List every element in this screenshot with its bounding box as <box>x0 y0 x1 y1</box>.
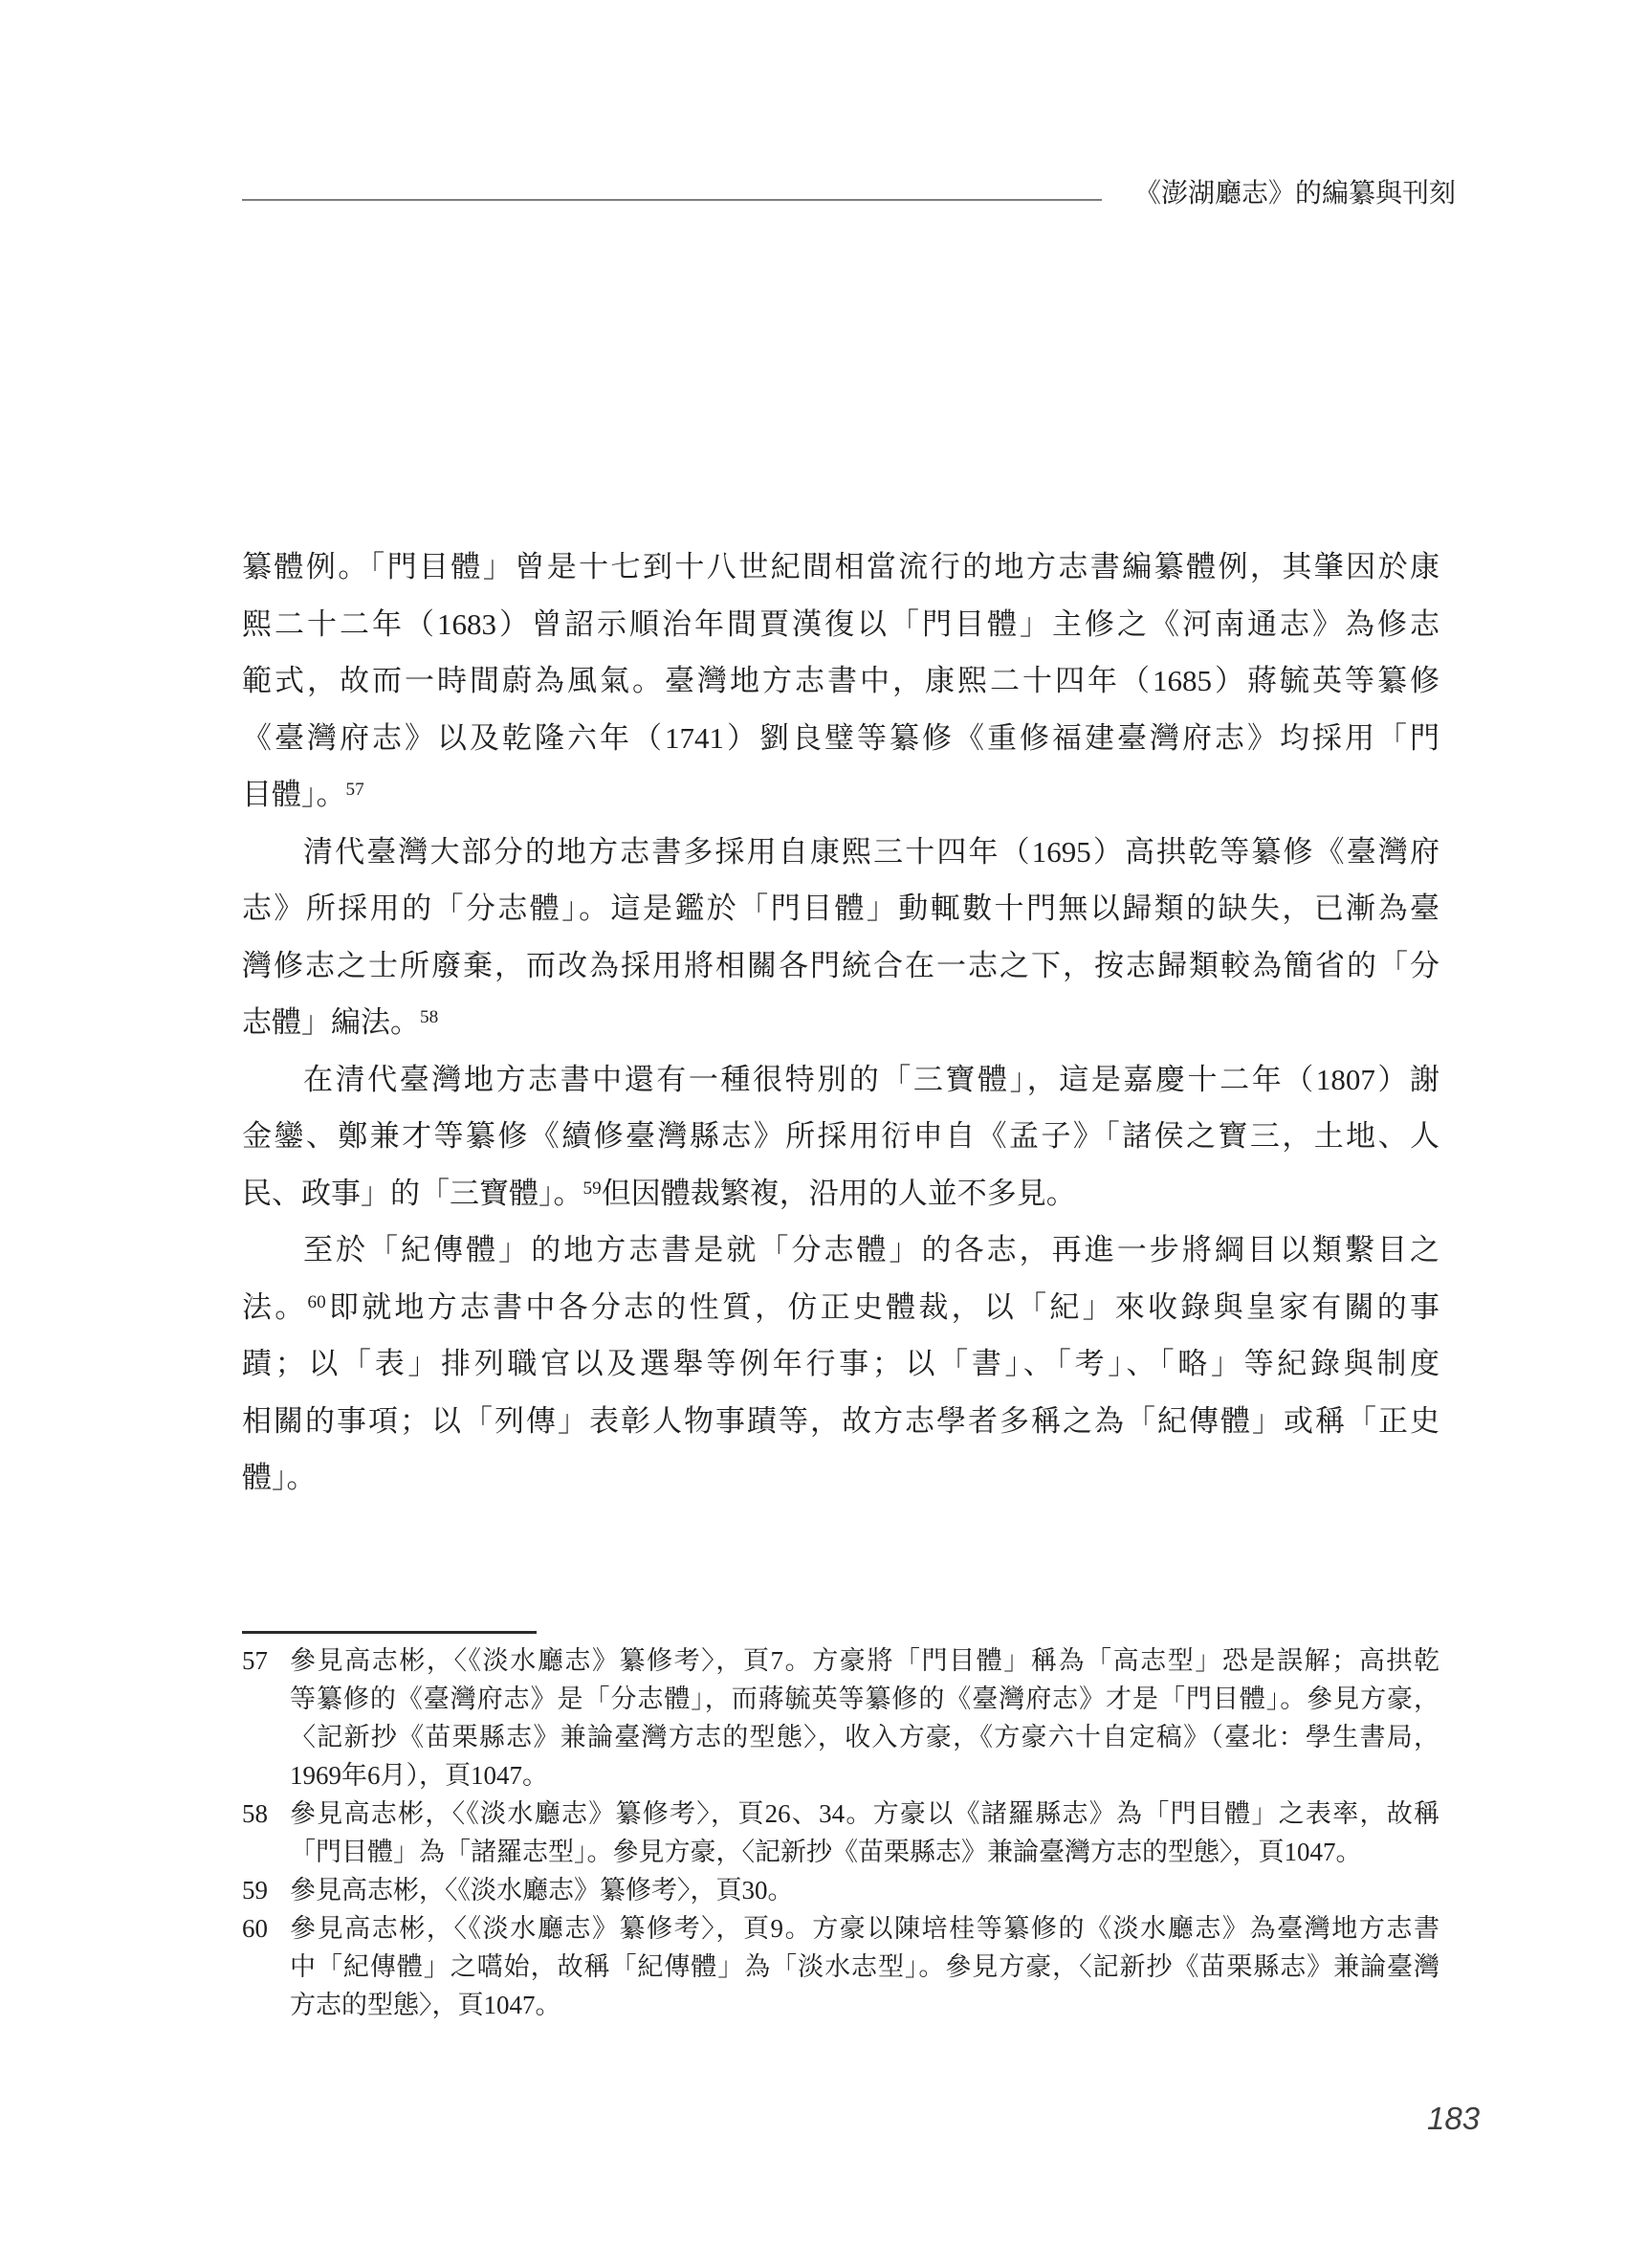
footnote-line: 參見高志彬，〈《淡水廳志》纂修考〉，頁7。方豪將「門目體」稱為「高志型」恐是誤解；高拱乾 <box>290 1646 1439 1675</box>
body-line: 灣修志之士所廢棄，而改為採用將相關各門統合在一志之下，按志歸類較為簡省的「分 <box>242 948 1439 982</box>
footnote-number: 60 <box>242 1914 268 1943</box>
footnote <box>242 1871 1439 1909</box>
body-line: 金鑾、鄭兼才等纂修《續修臺灣縣志》所採用衍申自《孟子》「諸侯之寶三，土地、人 <box>242 1119 1439 1153</box>
footnote-line: 參見高志彬，〈《淡水廳志》纂修考〉，頁9。方豪以陳培桂等纂修的《淡水廳志》為臺灣地方志書 <box>290 1914 1439 1943</box>
footnote-ref: 58 <box>420 1007 439 1028</box>
footnote-line: 參見高志彬，〈《淡水廳志》纂修考〉，頁30。 <box>290 1876 794 1905</box>
running-header-title: 《澎湖廳志》的編纂與刊刻 <box>1134 179 1457 209</box>
body-line: 法。$^{60}$即就地方志書中各分志的性質，仿正史體裁，以「紀」來收錄與皇家有關的事 <box>242 1289 1439 1324</box>
body-line: 目體」。$^{57}$ <box>242 778 364 811</box>
footnote-line: 「門目體」為「諸羅志型」。參見方豪，〈記新抄《苗栗縣志》兼論臺灣方志的型態〉，頁1047。 <box>290 1838 1362 1866</box>
body-line: 熙二十二年（1683）曾詔示順治年間賈漢復以「門目體」主修之《河南通志》為修志 <box>242 606 1439 641</box>
body-line: 體」。 <box>242 1461 317 1494</box>
footnote-number: 58 <box>242 1799 268 1828</box>
body-line: 在清代臺灣地方志書中還有一種很特別的「三寶體」，這是嘉慶十二年（1807）謝 <box>303 1062 1439 1096</box>
footnote-line: 中「紀傳體」之嚆始，故稱「紀傳體」為「淡水志型」。參見方豪，〈記新抄《苗栗縣志》兼論臺灣 <box>290 1952 1439 1981</box>
footnote-line: 〈記新抄《苗栗縣志》兼論臺灣方志的型態〉，收入方豪，《方豪六十自定稿》（臺北：學生書局， <box>290 1723 1439 1751</box>
footnote-line: 參見高志彬，〈《淡水廳志》纂修考〉，頁26、34。方豪以《諸羅縣志》為「門目體」之表率，故稱 <box>290 1799 1439 1828</box>
footnote-line: 等纂修的《臺灣府志》是「分志體」，而蔣毓英等纂修的《臺灣府志》才是「門目體」。參見方豪， <box>290 1684 1439 1713</box>
footnote-line: 1969年6月），頁1047。 <box>290 1761 548 1790</box>
body-line: 志體」編法。$^{58}$ <box>242 1005 439 1039</box>
footnote-number: 59 <box>242 1876 268 1905</box>
body-line: 至於「紀傳體」的地方志書是就「分志體」的各志，再進一步將綱目以類繫目之 <box>303 1233 1439 1266</box>
footnote-separator-rule <box>242 1631 537 1634</box>
footnote-number: 57 <box>242 1646 268 1675</box>
body-line: 《臺灣府志》以及乾隆六年（1741）劉良璧等纂修《重修福建臺灣府志》均採用「門 <box>242 720 1439 755</box>
page-number: 183 <box>1427 2101 1481 2136</box>
body-text <box>242 539 1439 1507</box>
footnote <box>242 1795 1439 1871</box>
footnote <box>242 1909 1439 2024</box>
body-line: 民、政事」的「三寶體」。$^{59}$但因體裁繁複，沿用的人並不多見。 <box>242 1176 1076 1210</box>
body-line: 蹟；以「表」排列職官以及選舉等例年行事；以「書」、「考」、「略」等紀錄與制度 <box>242 1347 1439 1380</box>
body-line: 相關的事項；以「列傳」表彰人物事蹟等，故方志學者多稱之為「紀傳體」或稱「正史 <box>242 1403 1439 1438</box>
body-line: 範式，故而一時間蔚為風氣。臺灣地方志書中，康熙二十四年（1685）蔣毓英等纂修 <box>242 664 1439 697</box>
body-line: 纂體例。「門目體」曾是十七到十八世紀間相當流行的地方志書編纂體例，其肇因於康 <box>242 550 1439 584</box>
body-line: 清代臺灣大部分的地方志書多採用自康熙三十四年（1695）高拱乾等纂修《臺灣府 <box>303 834 1439 869</box>
body-line: 志》所採用的「分志體」。這是鑑於「門目體」動輒數十門無以歸類的缺失，已漸為臺 <box>242 892 1439 925</box>
footnote-ref: 60 <box>307 1291 326 1312</box>
footnote-ref: 57 <box>345 780 364 801</box>
footnote-ref: 59 <box>582 1178 602 1199</box>
footnotes <box>242 1641 1439 2024</box>
header-rule <box>242 199 1102 201</box>
footnote-line: 方志的型態〉，頁1047。 <box>290 1991 561 2019</box>
footnote <box>242 1641 1439 1795</box>
